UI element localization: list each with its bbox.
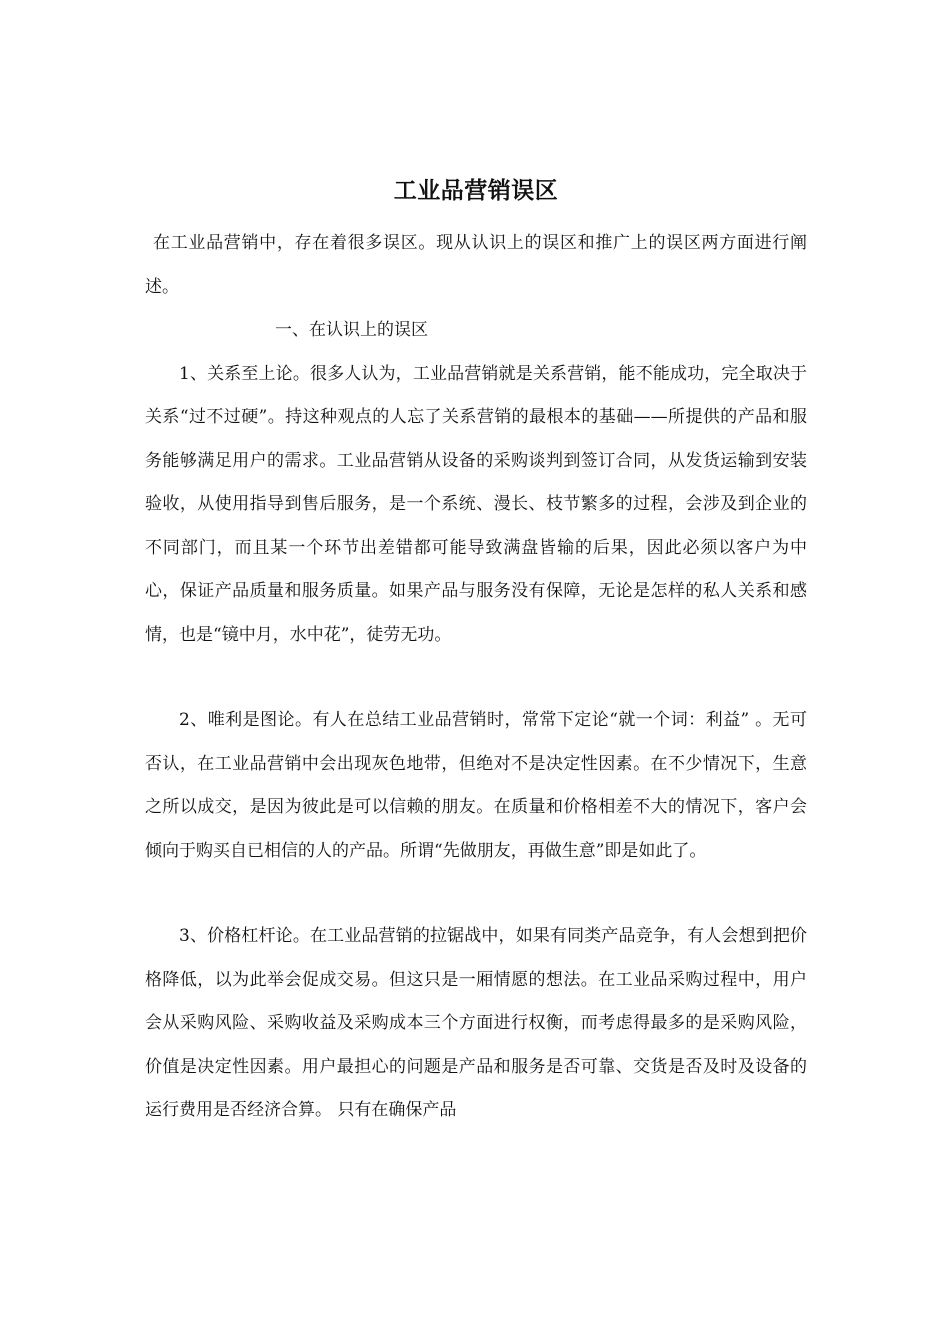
paragraph-3: 3、价格杠杆论。在工业品营销的拉锯战中，如果有同类产品竞争，有人会想到把价格降低，以为此举会促成交易。但这只是一厢情愿的想法。在工业品采购过程中，用户会从采购风险、采购收益及采购成本三个方面进行权衡，而考虑得最多的是采购风险，价值是决定性因素。用户最担心的问题是产品和服务是否可靠、交货是否及时及设备的运行费用是否经济合算。 只有在确保产品: [145, 926, 807, 1120]
section-heading: 一、在认识上的误区: [275, 320, 428, 340]
paragraph-spacer: [145, 873, 807, 915]
document-title: 工业品营销误区: [393, 177, 559, 204]
paragraph-spacer: [145, 657, 807, 699]
paragraph-1: 1、关系至上论。很多人认为，工业品营销就是关系营销，能不能成功，完全取决于关系“过不过硬”。持这种观点的人忘了关系营销的最根本的基础——所提供的产品和服务能够满足用户的需求。工业品营销从设备的采购谈判到签订合同，从发货运输到安装验收，从使用指导到售后服务，是一个系统、漫长、枝节繁多的过程，会涉及到企业的不同部门，而且某一个环节出差错都可能导致满盘皆输的后果，因此必须以客户为中心，保证产品质量和服务质量。如果产品与服务没有保障，无论是怎样的私人关系和感情，也是“镜中月，水中花”，徒劳无功。: [145, 363, 807, 645]
document-body: [145, 168, 807, 1133]
paragraph-2: 2、唯利是图论。有人在总结工业品营销时，常常下定论“就一个词：利益” 。无可否认，在工业品营销中会出现灰色地带，但绝对不是决定性因素。在不少情况下，生意之所以成交，是因为彼此是可以信赖的朋友。在质量和价格相差不大的情况下，客户会倾向于购买自已相信的人的产品。所谓“先做朋友，再做生意”即是如此了。: [145, 710, 807, 861]
intro-paragraph: 在工业品营销中，存在着很多误区。现从认识上的误区和推广上的误区两方面进行阐述。: [145, 233, 807, 297]
